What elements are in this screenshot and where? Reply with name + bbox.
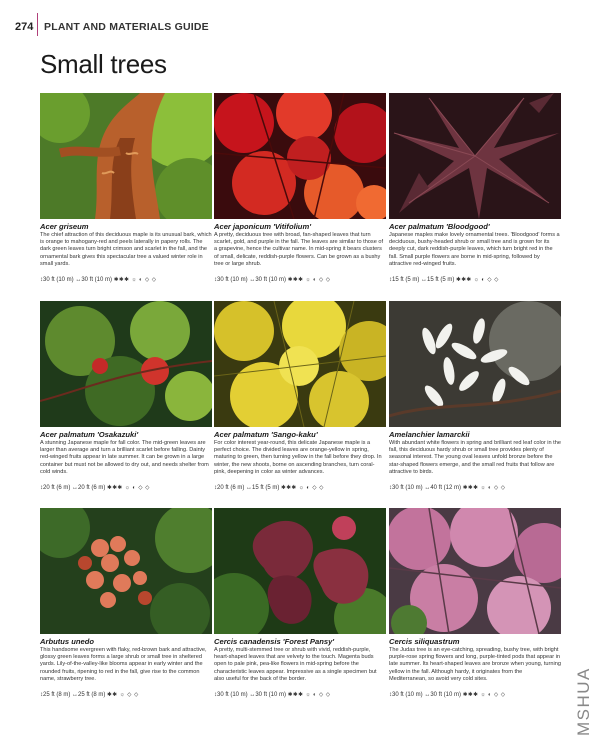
plant-size-info	[40, 692, 212, 698]
plant-description: The chief attraction of this deciduous maple is its unusual bark, which is orange to mahogany-red and peels laterally in papery rolls. The dark green leaves turn bright crimson and scarlet in the fall, and the ornamental bark gives this spectacular tree a valued winter role in small yards.	[40, 232, 212, 267]
plant-description: The Judas tree is an eye-catching, spreading, bushy tree, with bright purple-rose spring flowers and long, purple-tinted pods that appear in late summer. Its heart-shaped leaves are bronze when young, turning yellow in the fall. Although hardy, it originates from the Mediterranean, so avoid very cold sites.	[389, 647, 561, 682]
plant-symbols: ✱✱✱ ☼ ◐ ◇ ◇	[287, 692, 331, 698]
plant-size: ↕30 ft (10 m) ↔40 ft (12 m)	[389, 485, 462, 491]
page-header	[0, 0, 600, 38]
plant-size-info	[40, 277, 212, 283]
section-title: PLANT AND MATERIALS GUIDE	[44, 21, 209, 33]
plant-size: ↕20 ft (6 m) ↔15 ft (5 m)	[214, 485, 280, 491]
plant-photo	[389, 508, 561, 634]
plant-symbols: ✱✱✱ ☼ ◐ ◇ ◇	[287, 277, 331, 283]
plant-name: Acer griseum	[40, 222, 89, 231]
plant-photo	[40, 301, 212, 427]
plant-name: Acer palmatum 'Osakazuki'	[40, 430, 139, 439]
plant-symbols: ✱✱✱ ☼ ◐ ◇ ◇	[456, 277, 499, 283]
plant-photo	[389, 93, 561, 219]
plant-photo	[214, 508, 386, 634]
plant-description: A stunning Japanese maple for fall color. The mid-green leaves are larger than average and turn a brilliant scarlet before falling. Dainty red-winged fruits appear in late summer. It can be grown in a large container but must not be allowed to dry out, and needs shelter from cold winds.	[40, 440, 209, 475]
plant-symbols: ✱✱✱ ☼ ◐ ◇ ◇	[281, 485, 324, 491]
plant-symbols: ✱✱✱ ☼ ◐ ◇ ◇	[107, 485, 150, 491]
plant-photo	[40, 93, 212, 219]
plant-size-info	[389, 277, 561, 283]
plant-size-info	[389, 485, 561, 491]
plant-size: ↕20 ft (6 m) ↔20 ft (6 m)	[40, 485, 106, 491]
plant-size: ↕30 ft (10 m) ↔30 ft (10 m)	[214, 277, 287, 283]
plant-name: Cercis canadensis 'Forest Pansy'	[214, 637, 335, 646]
plant-size: ↕25 ft (8 m) ↔25 ft (8 m)	[40, 692, 106, 698]
plant-name: Arbutus unedo	[40, 637, 94, 646]
plant-description: A pretty, deciduous tree with broad, fan-shaped leaves that turn scarlet, gold, and purple in the fall. The leaves are similar to those of a grapevine, hence the cultivar name. In mid-spring it bears clusters of small, delicate, reddish-purple flowers. Can be grown as a bushy tree or large shrub.	[214, 232, 384, 267]
plant-name: Cercis siliquastrum	[389, 637, 460, 646]
plant-size-info	[214, 485, 386, 491]
plant-photo	[40, 508, 212, 634]
plant-size-info	[40, 485, 212, 491]
plant-description: This handsome evergreen with flaky, red-brown bark and attractive, glossy green leaves forms a large shrub or small tree in sheltered yards. Lily-of-the-valley-like blooms appear in early winter and the rounded fruits, ripening to red in the fall, give rise to the common name, strawberry tree.	[40, 647, 207, 682]
plant-description: With abundant white flowers in spring and brilliant red leaf color in the fall, this deciduous hardy shrub or small tree provides plenty of seasonal interest. The young oval leaves unfold bronze before the star-shaped flowers emerge, and the small red fruits that follow are attractive to birds.	[389, 440, 561, 475]
watermark-text: MSHUA	[574, 667, 593, 736]
watermark	[560, 640, 600, 740]
plant-description: For color interest year-round, this delicate Japanese maple is a perfect choice. The divided leaves are orange-yellow in spring, maturing to green, then turning yellow in the fall before they drop. In winter, the new shoots, borne on ascending branches, turn coral-pink, deepening in color as winter advances.	[214, 440, 382, 475]
page-number: 274	[15, 21, 34, 33]
plant-name: Acer palmatum 'Bloodgood'	[389, 222, 490, 231]
plant-size: ↕30 ft (10 m) ↔30 ft (10 m)	[214, 692, 287, 698]
plant-photo	[214, 301, 386, 427]
plant-symbols: ✱✱✱ ☼ ◐ ◇ ◇	[462, 692, 506, 698]
plant-size-info	[389, 692, 561, 698]
plant-size: ↕30 ft (10 m) ↔30 ft (10 m)	[40, 277, 113, 283]
page-title: Small trees	[40, 49, 167, 79]
plant-name: Acer palmatum 'Sango-kaku'	[214, 430, 318, 439]
plant-size-info	[214, 277, 386, 283]
plant-description: Japanese maples make lovely ornamental trees. 'Bloodgood' forms a deciduous, bushy-headed shrub or small tree and is grown for its deeply cut, dark reddish-purple leaves, which turn bright red in the fall. Small purple flowers are borne in mid-spring, followed by attractive red-winged fruits.	[389, 232, 560, 267]
plant-photo	[214, 93, 386, 219]
plant-photo	[389, 301, 561, 427]
plant-name: Acer japonicum 'Vitifolium'	[214, 222, 311, 231]
plant-description: A pretty, multi-stemmed tree or shrub with vivid, reddish-purple, heart-shaped leaves that are velvety to the touch. Magenta buds open to pale pink, pea-like flowers in mid-spring before the characteristic leaves appear. Impressive as a single specimen but also useful for the back of the border.	[214, 647, 377, 682]
plant-symbols: ✱✱ ☼ ◇ ◇	[107, 692, 139, 698]
plant-size: ↕15 ft (5 m) ↔15 ft (5 m)	[389, 277, 455, 283]
plant-name: Amelanchier lamarckii	[389, 430, 470, 439]
header-divider	[37, 13, 38, 36]
plant-symbols: ✱✱✱ ☼ ◐ ◇ ◇	[462, 485, 506, 491]
plant-size-info	[214, 692, 386, 698]
plant-size: ↕30 ft (10 m) ↔30 ft (10 m)	[389, 692, 462, 698]
plant-symbols: ✱✱✱ ☼ ◐ ◇ ◇	[113, 277, 157, 283]
